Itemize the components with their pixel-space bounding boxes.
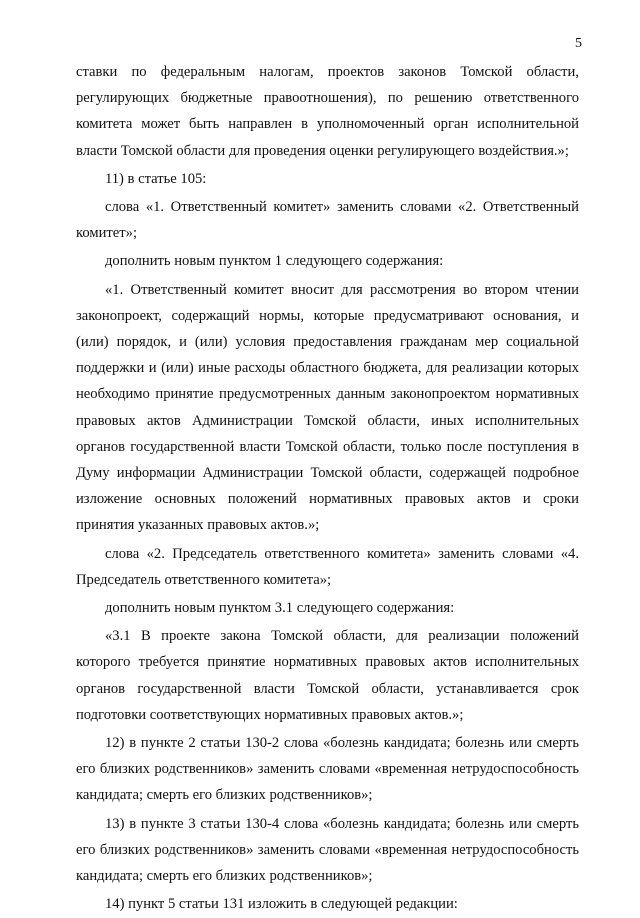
paragraph-add-point-1: дополнить новым пунктом 1 следующего содержания: [105, 253, 444, 270]
paragraph-item-13: 13) в пункте 3 статьи 130-4 слова «болезнь кандидата; болезнь или смерть его близких родственников» заменить словами «временная нетрудоспособность кандидата; смерть его близких родственников»; [76, 815, 579, 885]
paragraph-point-1-text: «1. Ответственный комитет вносит для рассмотрения во втором чтении законопроект, содержащий нормы, которые предусматривают основания, и (или) порядок, и (или) условия предоставления гражданам мер социальной поддержки и (или) иные расходы областного бюджета, для реализации которых необходимо принятие предусмотренных данным законопроектом нормативных правовых актов Администрации Томской области, иных исполнительных органов государственной власти Томской области, только после поступления в Думу информации Администрации Томской области, содержащей подробное изложение основных положений нормативных правовых актов и сроки принятия указанных правовых актов.»; [76, 281, 579, 534]
paragraph-replace-committee: слова «1. Ответственный комитет» заменить словами «2. Ответственный комитет»; [76, 199, 579, 242]
paragraph-continuation: ставки по федеральным налогам, проектов законов Томской области, регулирующих бюджетные правоотношения), по решению ответственного комитета может быть направлен в уполномоченный орган исполнительной власти Томской области для проведения оценки регулирующего воздействия.»; [76, 64, 579, 159]
paragraph-replace-chairman: слова «2. Председатель ответственного комитета» заменить словами «4. Председатель ответственного комитета»; [76, 545, 579, 588]
paragraph-add-point-3-1: дополнить новым пунктом 3.1 следующего содержания: [105, 600, 455, 617]
paragraph-point-3-1-text: «3.1 В проекте закона Томской области, для реализации положений которого требуется принятие нормативных правовых актов исполнительных органов государственной власти Томской области, устанавливается срок подготовки соответствующих нормативных правовых актов.»; [76, 628, 579, 723]
paragraph-item-14: 14) пункт 5 статьи 131 изложить в следующей редакции: [105, 896, 458, 913]
paragraph-item-12: 12) в пункте 2 статьи 130-2 слова «болезнь кандидата; болезнь или смерть его близких родственников» заменить словами «временная нетрудоспособность кандидата; смерть его близких родственников»; [76, 735, 579, 804]
document-body [76, 59, 579, 918]
page-number: 5 [575, 36, 582, 51]
paragraph-item-11: 11) в статье 105: [105, 170, 207, 187]
